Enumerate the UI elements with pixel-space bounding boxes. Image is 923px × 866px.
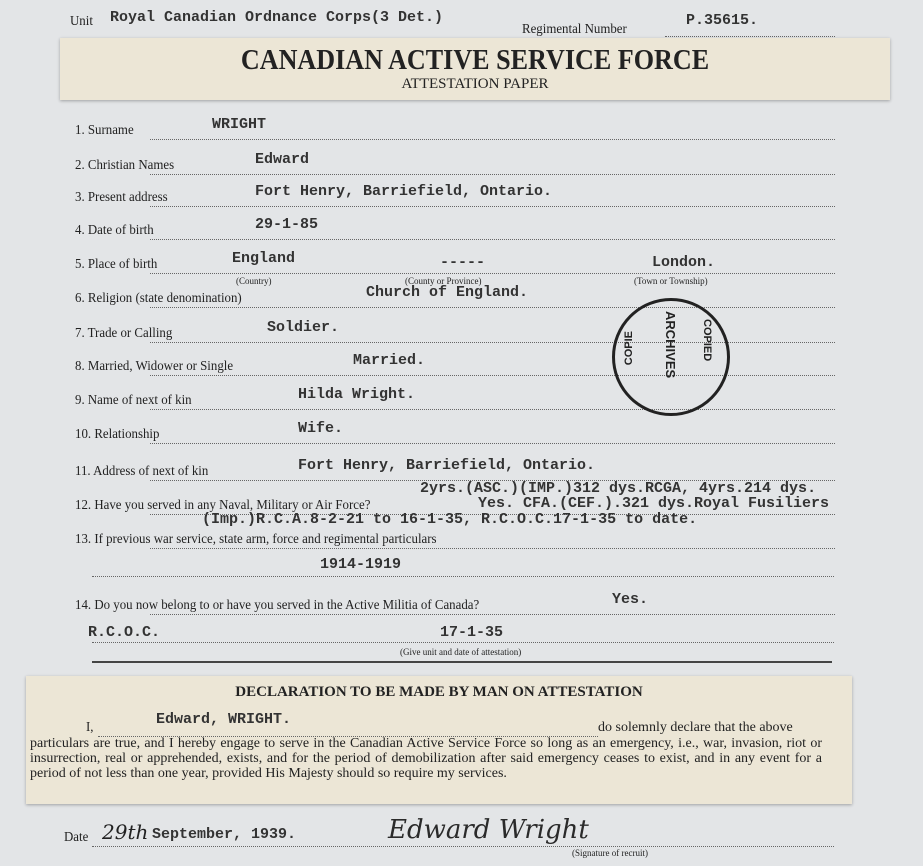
unit-value: Royal Canadian Ordnance Corps(3 Det.) — [110, 9, 444, 26]
field-label: 11. Address of next of kin — [75, 464, 209, 479]
date-day: 29th — [102, 820, 149, 844]
service-line-3: (Imp.)R.C.A.8-2-21 to 16-1-35, R.C.O.C.17-1-35 to date. — [202, 511, 698, 528]
militia-caption: (Give unit and date of attestation) — [400, 647, 522, 657]
field-value: Fort Henry, Barriefield, Ontario. — [298, 457, 596, 474]
field-label: 7. Trade or Calling — [75, 326, 173, 341]
field-label: 5. Place of birth — [75, 257, 158, 272]
declaration-title: DECLARATION TO BE MADE BY MAN ON ATTESTATION — [235, 684, 643, 700]
field-label: 10. Relationship — [75, 427, 160, 442]
field-value: Wife. — [298, 420, 344, 437]
field-value: Church of England. — [366, 284, 529, 301]
form-title: CANADIAN ACTIVE SERVICE FORCE — [240, 44, 710, 76]
field-value: 29-1-85 — [255, 216, 319, 233]
war-service-value: 1914-1919 — [320, 556, 402, 573]
date-value: September, 1939. — [152, 826, 297, 843]
field-label: 3. Present address — [75, 190, 168, 205]
field-label: 12. Have you served in any Naval, Military or Air Force? — [75, 498, 371, 513]
field-value: Yes. — [612, 591, 649, 608]
regimental-number-label: Regimental Number — [522, 22, 627, 37]
title-banner — [60, 38, 890, 100]
militia-unit: R.C.O.C. — [88, 624, 161, 641]
militia-date: 17-1-35 — [440, 624, 504, 641]
field-label: 8. Married, Widower or Single — [75, 359, 234, 374]
field-label: 1. Surname — [75, 123, 134, 138]
field-label: 9. Name of next of kin — [75, 393, 192, 408]
stamp-text-copie: COPIE — [623, 331, 635, 366]
field-value: Edward — [255, 151, 310, 168]
field-label: 4. Date of birth — [75, 223, 154, 238]
service-line-2: Yes. CFA.(CEF.).321 dys.Royal Fusiliers — [478, 495, 830, 512]
field-label: 2. Christian Names — [75, 158, 175, 173]
county-value: ----- — [440, 254, 486, 271]
stamp-text-copied: COPIED — [701, 319, 713, 362]
unit-label: Unit — [70, 14, 93, 29]
field-label: 13. If previous war service, state arm, force and regimental particulars — [75, 532, 437, 547]
country-caption: (Country) — [236, 276, 272, 286]
town-caption: (Town or Township) — [634, 276, 708, 286]
field-value: Married. — [353, 352, 426, 369]
field-label: 14. Do you now belong to or have you served in the Active Militia of Canada? — [75, 598, 480, 613]
declaration-banner — [26, 676, 852, 804]
form-subtitle: ATTESTATION PAPER — [401, 76, 549, 92]
date-label: Date — [64, 830, 89, 845]
declaration-name: Edward, WRIGHT. — [156, 711, 292, 728]
field-value: Fort Henry, Barriefield, Ontario. — [255, 183, 553, 200]
declaration-suffix: do solemnly declare that the above — [598, 720, 793, 735]
field-value: WRIGHT — [212, 116, 267, 133]
town-value: London. — [652, 254, 716, 271]
declaration-prefix: I, — [86, 720, 94, 735]
stamp-text-archives: ARCHIVES — [663, 311, 678, 379]
field-value: England — [232, 250, 296, 267]
declaration-body: particulars are true, and I hereby engage to serve in the Canadian Active Service Force so long as an emergency, i.e., war, invasion, riot or insurrection, real or apprehended, exists, and for the period of demobilization after said emergency ceases to exist, and in any event for a period of not less than one year, provided His Majesty should so require my services. — [30, 736, 822, 781]
field-value: Hilda Wright. — [298, 386, 416, 403]
recruit-signature: Edward Wright — [388, 815, 589, 845]
field-value: Soldier. — [267, 319, 340, 336]
signature-caption: (Signature of recruit) — [572, 848, 648, 858]
service-line-1: 2yrs.(ASC.)(IMP.)312 dys.RCGA, 4yrs.214 dys. — [420, 480, 817, 497]
divider — [92, 661, 832, 663]
archives-stamp — [612, 298, 730, 416]
county-caption: (County or Province) — [405, 276, 482, 286]
regimental-number-value: P.35615. — [686, 12, 759, 29]
field-label: 6. Religion (state denomination) — [75, 291, 242, 306]
